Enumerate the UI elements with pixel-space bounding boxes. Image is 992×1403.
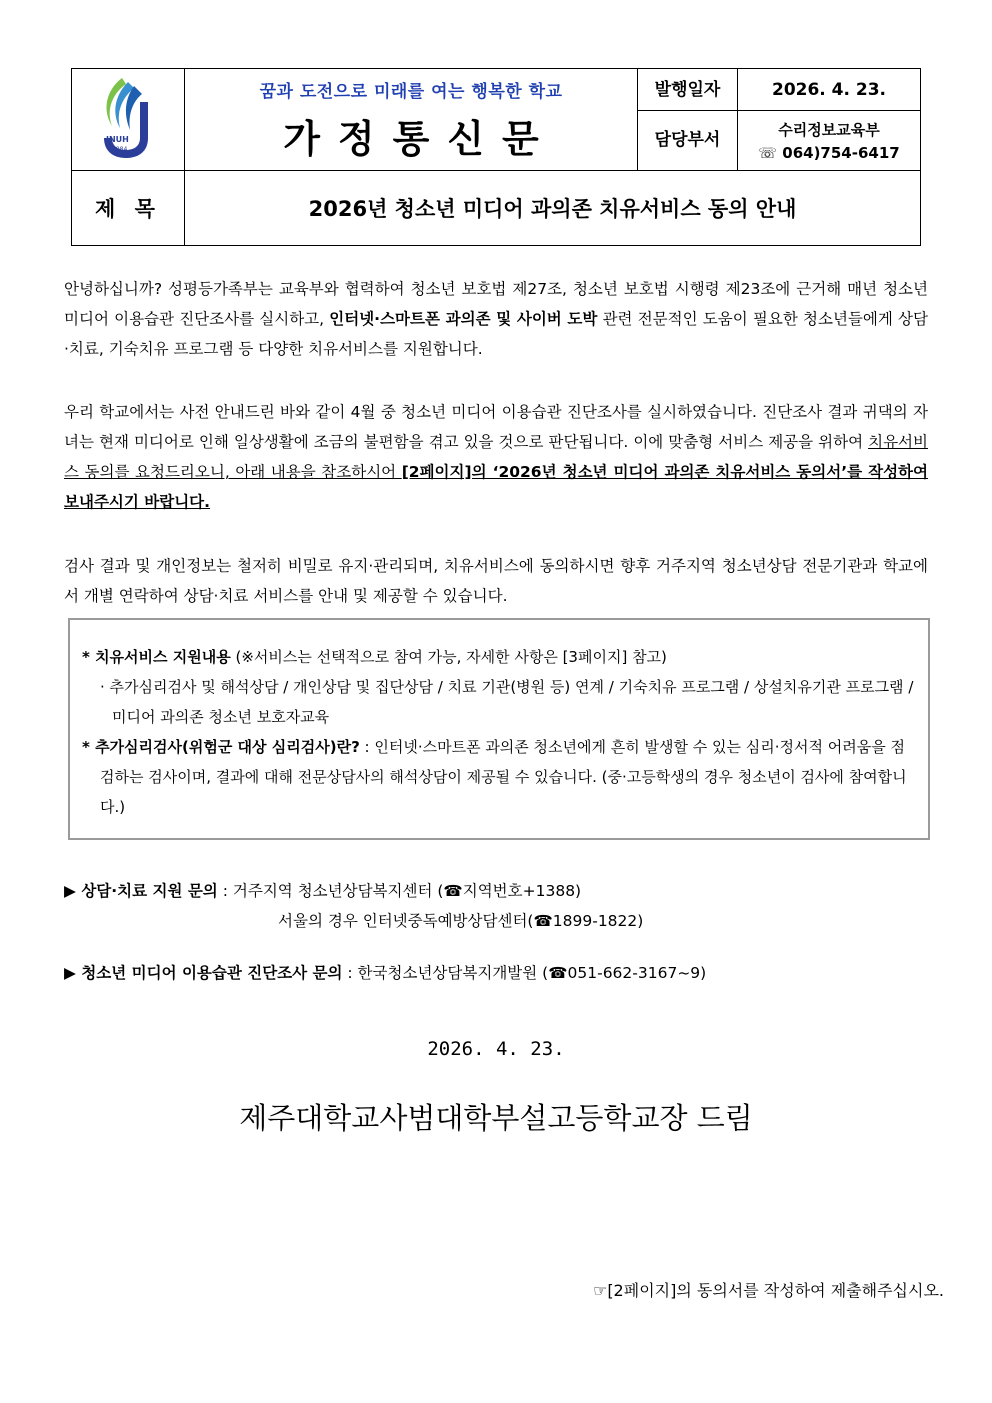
sender-signature: 제주대학교사범대학부설고등학교장 드림 <box>239 1101 753 1135</box>
request-text-bold-underline: [2페이지]의 ‘2026년 청소년 미디어 과의존 치유서비스 동의서’를 작성하여 보내주시기 바랍니다. <box>64 463 928 511</box>
service-item-1-note: (※서비스는 선택적으로 참여 가능, 자세한 사항은 [3페이지] 참고) <box>230 648 667 666</box>
intro-paragraph <box>64 274 928 364</box>
intro-text-c: 관련 전문적인 도움이 필요한 청소년들에게 상담·치료, 기숙치유 프로그램 등 다양한 치유서비스를 지원합니다. <box>64 310 928 358</box>
contact-survey-text: : 한국청소년상담복지개발원 (☎051-662-3167~9) <box>342 964 707 982</box>
contact-survey <box>64 958 706 988</box>
intro-text-bold: 인터넷·스마트폰 과의존 및 사이버 도박 <box>329 310 598 328</box>
issue-date-label: 발행일자 <box>638 69 737 111</box>
service-item-2 <box>82 732 916 822</box>
dept-info <box>738 111 920 170</box>
header-table <box>71 68 921 246</box>
logo-text: JNUH <box>106 134 129 144</box>
contact-counseling <box>64 876 643 936</box>
school-slogan: 꿈과 도전으로 미래를 여는 행복한 학교 <box>259 81 563 102</box>
service-item-1-title: * 치유서비스 지원내용 <box>82 648 231 666</box>
request-text-a: 우리 학교에서는 사전 안내드린 바와 같이 4월 중 청소년 미디어 이용습관 진단조사를 실시하였습니다. 진단조사 결과 귀댁의 자녀는 현재 미디어로 인해 일상생활에 조금의 불편함을 겪고 있을 것으로 판단됩니다. 이에 맞춤형 서비스 제공을 위하여 <box>64 403 928 451</box>
service-item-1-detail: · 추가심리검사 및 해석상담 / 개인상담 및 집단상담 / 치료 기관(병원 등) 연계 / 기숙치유 프로그램 / 상설치유기관 프로그램 / 미디어 과의존 청소년 보호자교육 <box>100 678 914 726</box>
contact-counseling-line1: : 거주지역 청소년상담복지센터 (☎지역번호+1388) <box>217 882 582 900</box>
title-cell <box>185 69 638 171</box>
request-paragraph <box>64 397 928 517</box>
dept-name: 수리정보교육부 <box>778 121 880 139</box>
service-item-1 <box>82 642 916 672</box>
dept-label: 담당부서 <box>654 130 721 150</box>
meta-label-cell <box>638 69 738 171</box>
privacy-paragraph: 검사 결과 및 개인정보는 철저히 비밀로 유지·관리되며, 치유서비스에 동의하시면 향후 거주지역 청소년상담 전문기관과 학교에서 개별 연락하여 상담·치료 서비스를 안내 및 제공할 수 있습니다. <box>64 557 928 605</box>
contact-counseling-line2: 서울의 경우 인터넷중독예방상담센터(☎1899-1822) <box>278 912 644 930</box>
intro-text-a: 안녕하십니까? 성평등가족부는 교육부와 협력하여 청소년 보호법 제27조, 청소년 보호법 시행령 제23조에 근거해 매년 청소년 미디어 이용습관 진단조사를 실시하고, <box>64 280 928 328</box>
school-logo-cell <box>72 69 185 171</box>
page-title: 가정통신문 <box>283 116 557 161</box>
contact-counseling-label: ▶ 상담·치료 지원 문의 <box>64 882 218 900</box>
contact-survey-label: ▶ 청소년 미디어 이용습관 진단조사 문의 <box>64 964 343 982</box>
meta-value-cell <box>738 69 921 171</box>
dept-phone: ☏ 064)754-6417 <box>758 144 900 162</box>
footnote-instruction: ☞[2페이지]의 동의서를 작성하여 제출해주십시오. <box>592 1281 944 1300</box>
service-item-2-title: * 추가심리검사(위험군 대상 심리검사)란? <box>82 738 360 756</box>
service-item-2-detail: : 인터넷·스마트폰 과의존 청소년에게 흔히 발생할 수 있는 심리·정서적 어려움을 점검하는 검사이며, 결과에 대해 전문상담사의 해석상담이 제공될 수 있습니다. (중·고등학생의 경우 청소년이 검사에 참여합니다.) <box>100 738 907 816</box>
service-info-box <box>68 618 930 840</box>
subject-label: 제 목 <box>72 171 185 246</box>
issue-date-footer: 2026. 4. 23. <box>427 1038 565 1060</box>
subject-text: 2026년 청소년 미디어 과의존 치유서비스 동의 안내 <box>185 171 921 246</box>
school-logo-icon <box>88 72 168 164</box>
request-text-underline: 치유서비스 동의를 요청드리오니, 아래 내용을 참조하시어 <box>64 433 928 481</box>
issue-date: 2026. 4. 23. <box>738 69 920 111</box>
logo-year: 1984 <box>112 145 128 153</box>
